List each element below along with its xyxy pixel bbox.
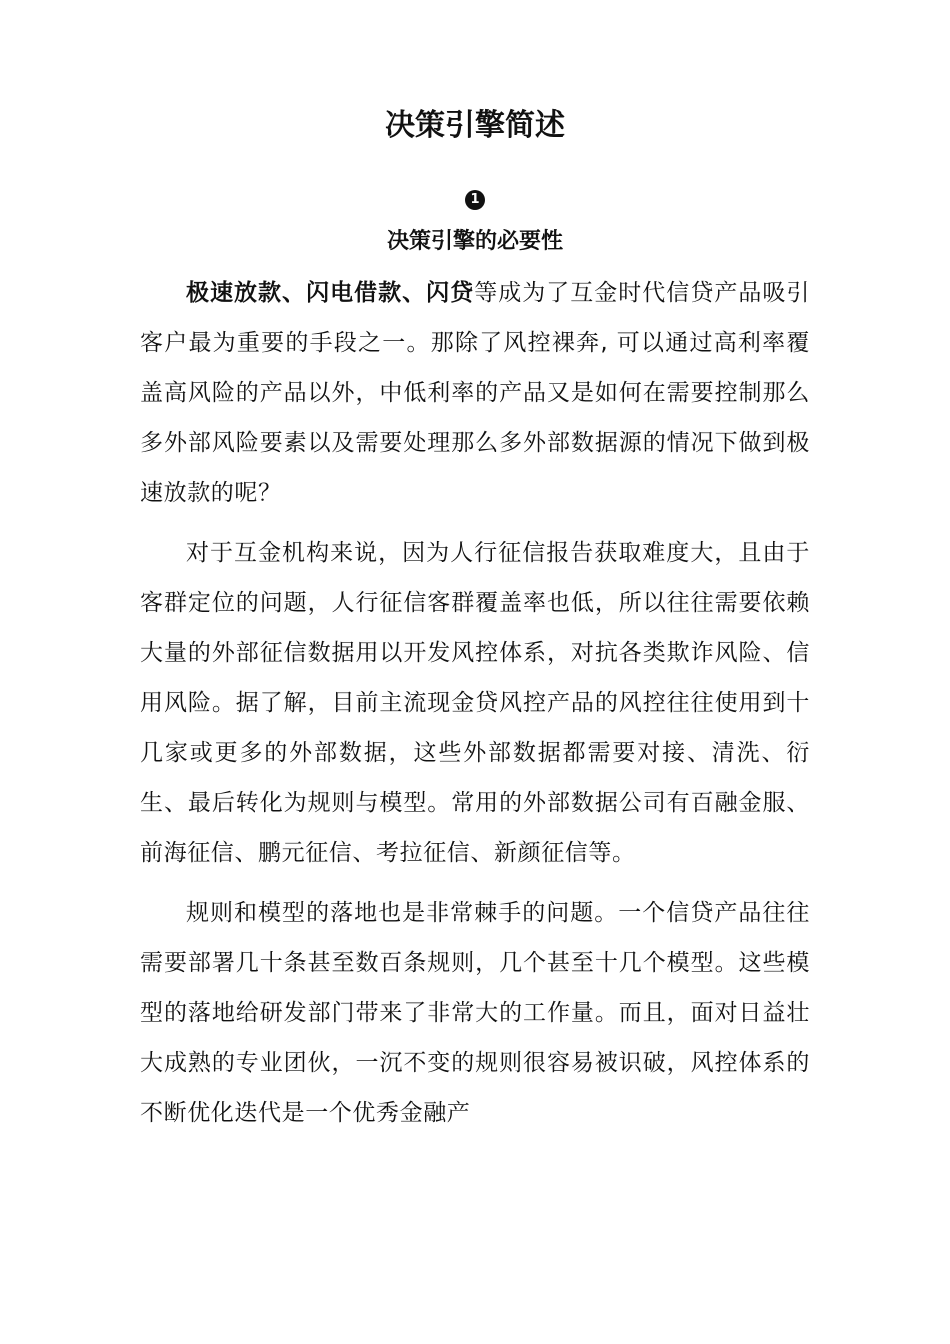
paragraph-3: 规则和模型的落地也是非常棘手的问题。一个信贷产品往往需要部署几十条甚至数百条规则，几个甚至十几个模型。这些模型的落地给研发部门带来了非常大的工作量。而且，面对日益壮大成熟的专业团伙，一沉不变的规则很容易被识破，风控体系的不断优化迭代是一个优秀金融产 — [140, 900, 810, 1126]
paragraph-1-text: 等成为了互金时代信贷产品吸引客户最为重要的手段之一。那除了风控裸奔, 可以通过高利率覆盖高风险的产品以外，中低利率的产品又是如何在需要控制那么多外部风险要素以及需要处理那么多外部数据源的情况下做到极速放款的呢？ — [140, 280, 810, 506]
paragraph-1 — [140, 268, 810, 518]
paragraph-1-emphasis: 极速放款、闪电借款、闪贷 — [186, 280, 475, 306]
paragraph-2: 对于互金机构来说，因为人行征信报告获取难度大，且由于客群定位的问题，人行征信客群覆盖率也低，所以往往需要依赖大量的外部征信数据用以开发风控体系，对抗各类欺诈风险、信用风险。据了解，目前主流现金贷风控产品的风控往往使用到十几家或更多的外部数据，这些外部数据都需要对接、清洗、衍生、最后转化为规则与模型。常用的外部数据公司有百融金服、前海征信、鹏元征信、考拉征信、新颜征信等。 — [140, 540, 810, 866]
section-number-badge: 1 — [465, 190, 485, 210]
document-title: 决策引擎简述 — [385, 108, 565, 143]
section-title: 决策引擎的必要性 — [386, 229, 563, 254]
